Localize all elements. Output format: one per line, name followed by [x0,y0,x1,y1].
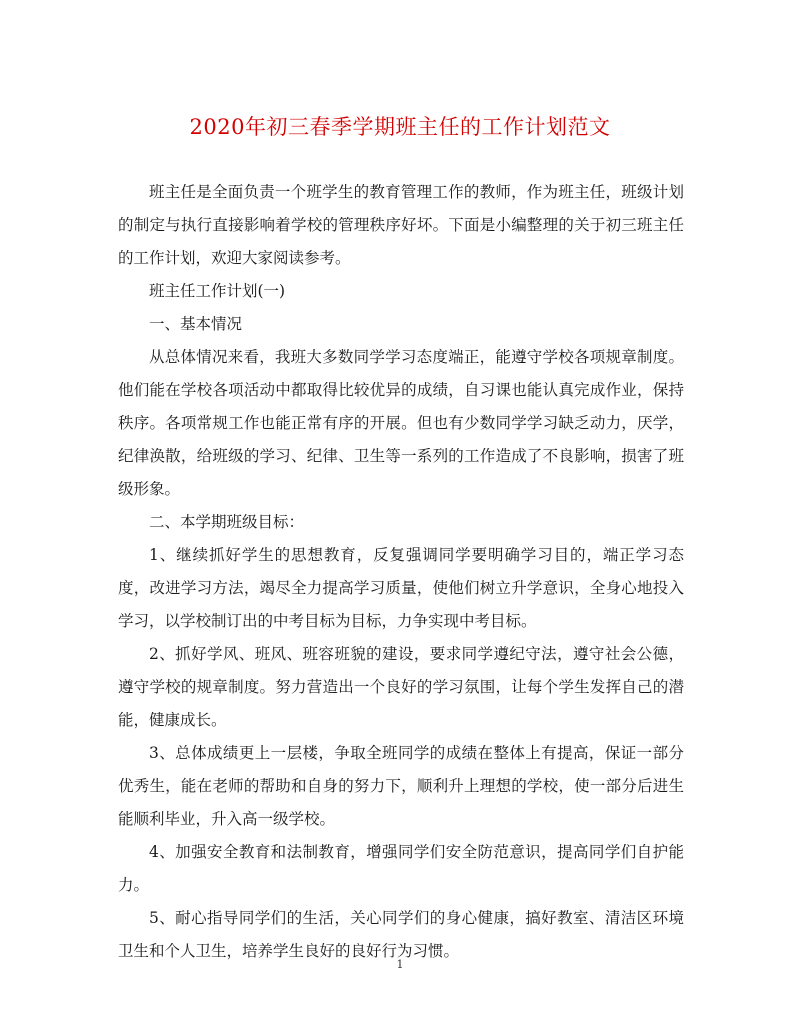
goal-item-2: 2、抓好学风、班风、班容班貌的建设，要求同学遵纪守法，遵守社会公德，遵守学校的规章制度。努力营造出一个良好的学习氛围，让每个学生发挥自己的潜能，健康成长。 [118,645,684,729]
goal-item-4: 4、加强安全教育和法制教育，增强同学们安全防范意识，提高同学们自护能力。 [118,843,684,894]
basic-situation-paragraph: 从总体情况来看，我班大多数同学学习态度端正，能遵守学校各项规章制度。他们能在学校各项活动中都取得比较优异的成绩，自习课也能认真完成作业，保持秩序。各项常规工作也能正常有序的开展。但也有少数同学学习缺乏动力，厌学，纪律涣散，给班级的学习、纪律、卫生等一系列的工作造成了不良影响，损害了班级形象。 [118,348,684,498]
page-number: 1 [396,958,404,971]
goal-item-5: 5、耐心指导同学们的生活，关心同学们的身心健康，搞好教室、清洁区环境卫生和个人卫生，培养学生良好的良好行为习惯。 [118,909,684,960]
document-body [118,176,684,968]
goal-item-1: 1、继续抓好学生的思想教育，反复强调同学要明确学习目的，端正学习态度，改进学习方法，竭尽全力提高学习质量，使他们树立升学意识，全身心地投入学习，以学校制订出的中考目标为目标，力争实现中考目标。 [118,546,684,630]
page-title: 2020年初三春季学期班主任的工作计划范文 [189,115,611,139]
section-heading-basic-situation: 一、基本情况 [149,315,243,333]
goal-item-3: 3、总体成绩更上一层楼，争取全班同学的成绩在整体上有提高，保证一部分优秀生，能在老师的帮助和自身的努力下，顺利升上理想的学校，使一部分后进生能顺利毕业，升入高一级学校。 [118,744,684,828]
section-heading-plan-one: 班主任工作计划(一) [149,282,286,300]
intro-paragraph: 班主任是全面负责一个班学生的教育管理工作的教师，作为班主任，班级计划的制定与执行直接影响着学校的管理秩序好坏。下面是小编整理的关于初三班主任的工作计划，欢迎大家阅读参考。 [118,183,684,267]
section-heading-class-goals: 二、本学期班级目标： [149,513,305,531]
